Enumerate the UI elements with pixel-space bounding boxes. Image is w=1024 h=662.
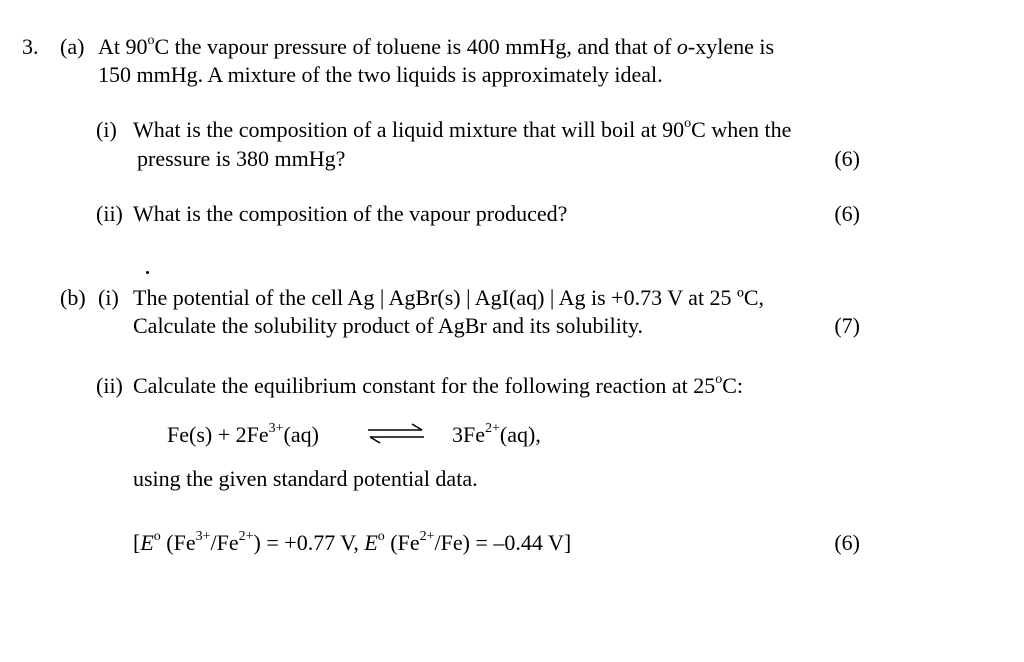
equation-reactants: $Fe(s) + 2Fe^{3+}(aq)$	[167, 420, 319, 447]
part-a-i-label: (i)	[96, 117, 117, 142]
part-a-ii-marks: (6)	[834, 201, 860, 226]
part-b-ii-line1: Calculate the equilibrium constant for the following reaction at 25$^o$C:	[133, 371, 744, 398]
part-a-intro-line1: At 90$^o$C the vapour pressure of toluene is 400 mmHg, and that of o-xylene is	[98, 32, 775, 59]
stray-dot	[146, 271, 149, 274]
part-a-label: (a)	[60, 34, 85, 59]
part-a-i-marks: (6)	[834, 146, 860, 171]
part-b-i-line1: The potential of the cell Ag | AgBr(s) | AgI(aq) | Ag is +0.73 V at 25 ºC,	[133, 285, 765, 310]
using-data-line: using the given standard potential data.	[133, 466, 478, 491]
part-a-i-line1: What is the composition of a liquid mixture that will boil at 90$^o$C when the	[133, 115, 792, 142]
equation-products: $3Fe^{2+}(aq)$,	[452, 420, 541, 447]
part-b-label: (b)	[60, 285, 86, 310]
equilibrium-arrow-icon	[366, 422, 426, 444]
part-b-i-label: (i)	[98, 285, 119, 310]
part-a-intro-line2: 150 mmHg. A mixture of the two liquids is approximately ideal.	[98, 62, 663, 87]
part-a-ii-text: What is the composition of the vapour produced?	[133, 201, 568, 226]
part-b-ii-marks: (6)	[834, 530, 860, 555]
question-number: 3.	[22, 34, 39, 59]
part-a-i-line2: pressure is 380 mmHg?	[137, 146, 346, 171]
part-b-i-marks: (7)	[834, 313, 860, 338]
potential-data: [$E^o$ $(Fe^{3+}/Fe^{2+}) = +0.77$ V, $E^o$ $(Fe^{2+}/Fe) = -0.44$ V]	[133, 528, 572, 555]
part-a-ii-label: (ii)	[96, 201, 123, 226]
part-b-ii-label: (ii)	[96, 373, 123, 398]
part-b-i-line2: Calculate the solubility product of AgBr and its solubility.	[133, 313, 644, 338]
